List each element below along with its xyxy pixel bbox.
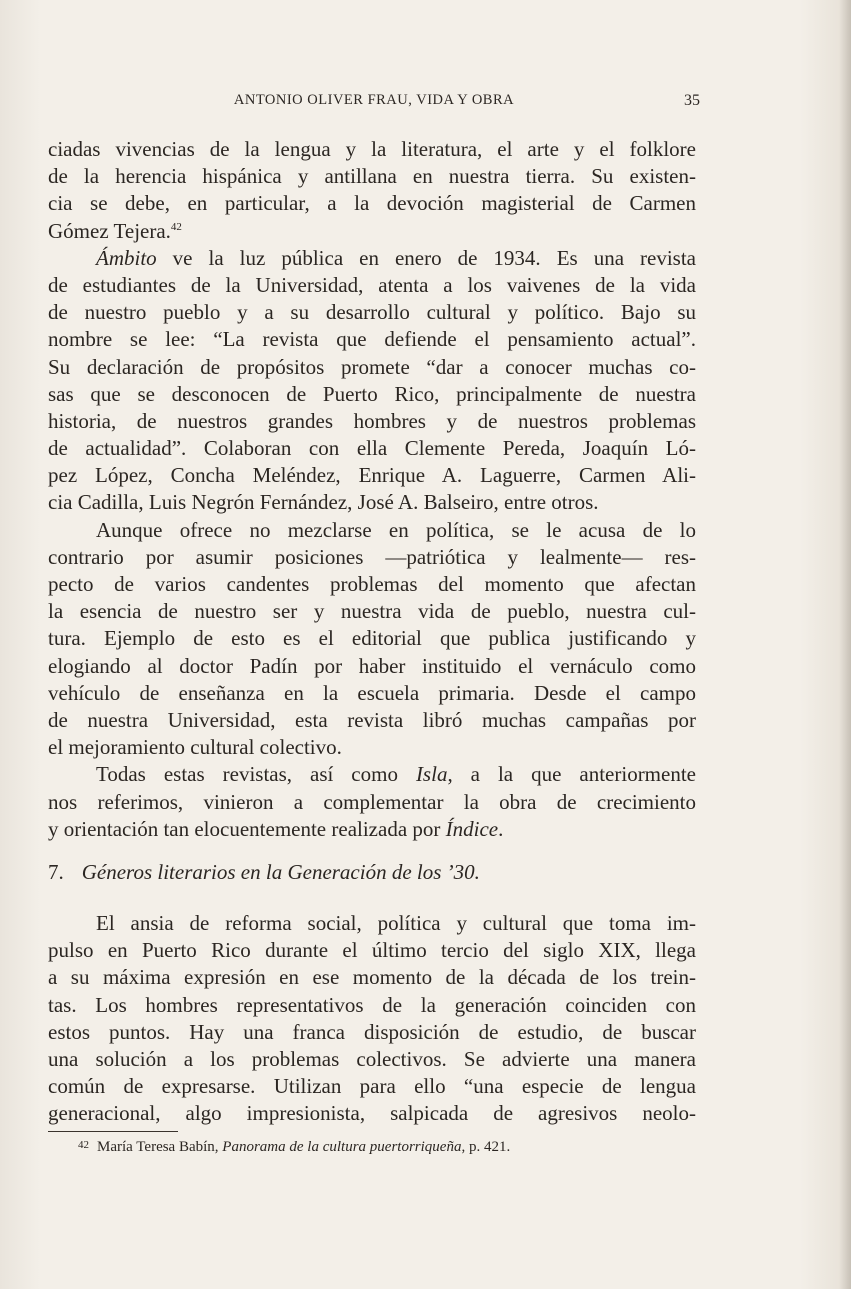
text-line	[48, 598, 696, 625]
text-span: cia Cadilla, Luis Negrón Fernández, José A. Balseiro, entre otros.	[48, 490, 599, 515]
text-span: historia, de nuestros grandes hombres y de nuestros problemas	[48, 408, 696, 433]
section-title: Géneros literarios en la Generación de los ’30.	[81, 860, 480, 884]
paragraph-intro	[48, 136, 696, 245]
text-line	[48, 761, 696, 788]
text-line	[48, 381, 696, 408]
isla-title: Isla	[415, 762, 448, 787]
running-head	[48, 92, 700, 114]
text-span: elogiando al doctor Padín por haber instituido el vernáculo como	[48, 653, 696, 678]
section-heading	[48, 860, 696, 885]
text-span: la esencia de nuestro ser y nuestra vida de pueblo, nuestra cul-	[48, 599, 696, 624]
text-span: , a la que anteriormente	[447, 762, 696, 787]
text-span: .	[498, 816, 504, 841]
text-line	[48, 734, 696, 761]
text-line	[48, 937, 696, 964]
indice-title: Índice	[445, 816, 499, 841]
text-span: Su declaración de propósitos promete “dar a conocer muchas co-	[48, 354, 696, 379]
text-line	[48, 992, 696, 1019]
text-line	[48, 571, 696, 598]
text-span: generacional, algo impresionista, salpicada de agresivos neolo-	[48, 1101, 696, 1126]
running-head-title: ANTONIO OLIVER FRAU, VIDA Y OBRA	[233, 92, 515, 108]
text-span: cia se debe, en particular, a la devoción magisterial de Carmen	[48, 191, 696, 216]
text-span: de la herencia hispánica y antillana en nuestra tierra. Su existen-	[48, 164, 696, 189]
text-span: de nuestro pueblo y a su desarrollo cultural y político. Bajo su	[48, 300, 696, 325]
paragraph-generos	[48, 910, 696, 1128]
ambito-title: Ámbito	[96, 245, 157, 270]
text-span: vehículo de enseñanza en la escuela primaria. Desde el campo	[48, 680, 696, 705]
text-line	[48, 326, 696, 353]
text-span: El ansia de reforma social, política y cultural que toma im-	[96, 911, 696, 935]
text-line	[48, 1073, 696, 1100]
text-line	[48, 680, 696, 707]
text-line	[48, 408, 696, 435]
text-span: nombre se lee: “La revista que defiende el pensamiento actual”.	[48, 327, 696, 352]
text-line	[48, 517, 696, 544]
text-line	[48, 136, 696, 163]
text-span: tas. Los hombres representativos de la generación coinciden con	[48, 992, 696, 1017]
section-number: 7.	[48, 860, 64, 884]
text-line	[48, 964, 696, 991]
text-span: Todas estas revistas, así como	[96, 762, 416, 787]
text-span: ciadas vivencias de la lengua y la literatura, el arte y el folklore	[48, 137, 696, 161]
paragraph-revistas	[48, 761, 696, 843]
text-line	[48, 489, 696, 516]
text-span: de nuestra Universidad, esta revista libró muchas campañas por	[48, 707, 696, 732]
text-line	[48, 354, 696, 381]
text-span: sas que se desconocen de Puerto Rico, principalmente de nuestra	[48, 381, 696, 406]
text-line	[48, 462, 696, 489]
text-span: el mejoramiento cultural colectivo.	[48, 735, 342, 760]
text-line	[48, 1019, 696, 1046]
text-span: contrario por asumir posiciones —patriótica y lealmente— res-	[48, 544, 696, 569]
footnote-title: Panorama de la cultura puertorriqueña	[222, 1139, 462, 1155]
footnote-reference: 42	[170, 220, 182, 233]
text-line	[48, 163, 696, 190]
text-span: tura. Ejemplo de esto es el editorial que publica justificando y	[48, 626, 696, 651]
text-line	[48, 816, 696, 843]
text-span: una solución a los problemas colectivos. Se advierte una manera	[48, 1046, 696, 1071]
text-span: estos puntos. Hay una franca disposición de estudio, de buscar	[48, 1019, 696, 1044]
paragraph-ambito	[48, 272, 696, 517]
text-line	[48, 299, 696, 326]
text-span: de actualidad”. Colaboran con ella Clemente Pereda, Joaquín Ló-	[48, 436, 696, 461]
paragraph-ambito-first-line	[48, 245, 696, 272]
text-line	[48, 544, 696, 571]
text-span: y orientación tan elocuentemente realizada por	[48, 816, 446, 841]
footnote-number: 42	[78, 1139, 89, 1151]
text-line	[48, 272, 696, 299]
text-line	[48, 707, 696, 734]
text-line	[48, 625, 696, 652]
footnote-rule	[48, 1131, 178, 1132]
page-edge-shadow	[839, 0, 851, 1289]
text-line	[48, 1100, 696, 1127]
text-line	[48, 435, 696, 462]
text-line	[48, 1046, 696, 1073]
text-line	[48, 910, 696, 937]
text-line	[48, 653, 696, 680]
page-number: 35	[684, 92, 700, 109]
footnote-author: María Teresa Babín,	[97, 1139, 223, 1155]
footnote-rest: , p. 421.	[461, 1139, 511, 1155]
text-line: nos referimos, vinieron a complementar la obra de crecimiento	[48, 789, 696, 814]
text-span: común de expresarse. Utilizan para ello “una especie de lengua	[48, 1074, 696, 1099]
text-span: pez López, Concha Meléndez, Enrique A. Laguerre, Carmen Ali-	[48, 463, 696, 488]
footnote	[78, 1139, 510, 1156]
paragraph-generos-lines	[48, 910, 696, 1128]
paragraph-politica	[48, 517, 696, 762]
text-line	[48, 190, 696, 217]
text-span: a su máxima expresión en ese momento de la década de los trein-	[48, 965, 696, 990]
text-span: de estudiantes de la Universidad, atenta a los vaivenes de la vida	[48, 272, 696, 297]
text-span: Aunque ofrece no mezclarse en política, se le acusa de lo	[96, 517, 696, 542]
text-span: pecto de varios candentes problemas del momento que afectan	[48, 572, 696, 596]
text-span: Gómez Tejera.	[48, 218, 171, 243]
ambito-rest: ve la luz pública en enero de 1934. Es una revista	[156, 245, 696, 270]
text-line	[48, 218, 696, 245]
text-span: pulso en Puerto Rico durante el último tercio del siglo XIX, llega	[48, 938, 696, 963]
main-text	[48, 136, 696, 843]
